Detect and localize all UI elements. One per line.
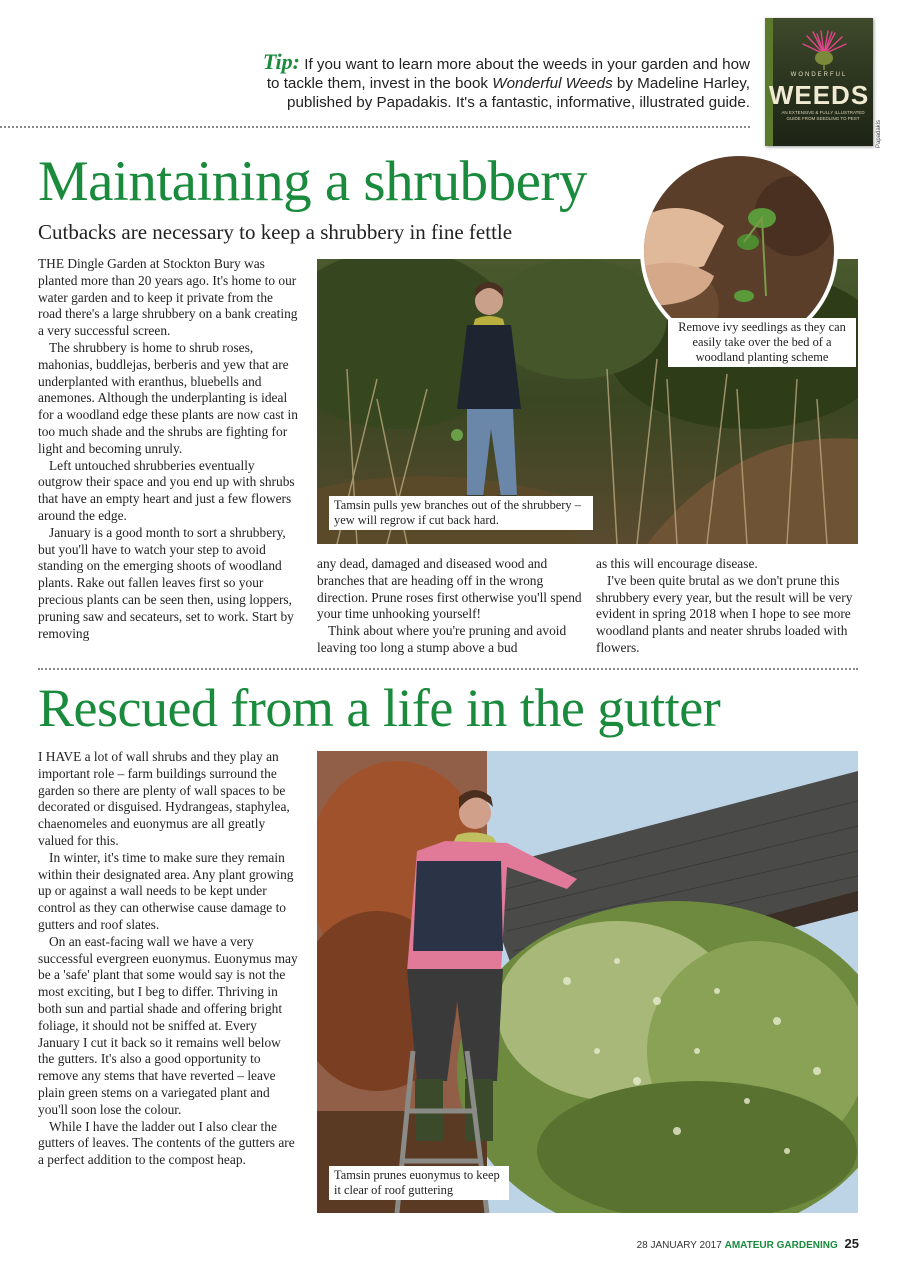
a2-para1: I HAVE a lot of wall shrubs and they play an important role – farm buildings surround the garden so there are plenty of wall spaces to be decorated or disguised. Hydrangeas, staphylea, chaenomeles and euonymus are all greatly valued for this. <box>38 749 290 848</box>
headline-gutter: Rescued from a life in the gutter <box>38 678 721 738</box>
article1-col3 <box>596 556 858 657</box>
divider-middle <box>38 668 858 670</box>
tip-line2: to tackle them, invest in the book <box>266 75 488 92</box>
a1-para2: The shrubbery is home to shrub roses, mahonias, buddlejas, berberis and yew that are underplanted with eranthus, bluebells and anemones. Although the underplanting is ideal for a woodland edge these plants are now cast in too much shade and the shrubs are fighting for light and becoming unruly. <box>38 339 298 456</box>
caption-euonymus: Tamsin prunes euonymus to keep it clear of roof guttering <box>329 1166 509 1200</box>
tip-line3: published by Papadakis. It's a fantastic, informative, illustrated guide. <box>287 94 750 111</box>
thistle-flower-icon <box>797 30 851 70</box>
a1-para3: Left untouched shrubberies eventually outgrow their space and you end up with shrubs that have an empty heart and just a few flowers around the edge. <box>38 457 295 523</box>
article1-col2 <box>317 556 582 657</box>
page-number: 25 <box>844 1236 859 1251</box>
a1-col3-para2: I've been quite brutal as we don't prune this shrubbery every year, but the result will be very evident in spring 2018 when I hope to see more woodland plants and neater shrubs loaded with flowers. <box>596 572 853 655</box>
tip-book-title: Wonderful Weeds <box>492 75 613 92</box>
a2-para3: On an east-facing wall we have a very successful evergreen euonymus. Euonymus may be a 'safe' plant that some would say is not the most exciting, but I beg to differ. Thriving in both sun and partial shade and offering bright foliage, it should not be sniffed at. Every January I cut it back so it remains well below the gutters. It's also a good opportunity to remove any stems that have reverted – leave plain green stems on a variegated plant and you'll soon lose the colour. <box>38 933 298 1117</box>
page-footer <box>637 1236 859 1251</box>
divider-top <box>0 126 750 128</box>
a1-col2-para1: any dead, damaged and diseased wood and branches that are heading off in the wrong direction. Prune roses first otherwise you'll spend your time unhooking yourself! <box>317 556 582 622</box>
article1-col1 <box>38 256 300 642</box>
caption-yew: Tamsin pulls yew branches out of the shrubbery – yew will regrow if cut back hard. <box>329 496 593 530</box>
a1-col2-para2: Think about where you're pruning and avoid leaving too long a stump above a bud <box>317 623 567 655</box>
footer-magazine: AMATEUR GARDENING <box>724 1240 838 1251</box>
book-subtitle: AN EXTENSIVE & FULLY ILLUSTRATED GUIDE FROM SEEDLING TO PEST <box>781 110 865 121</box>
tip-line1: If you want to learn more about the weeds in your garden and how <box>304 56 750 73</box>
photo-credit: Papadakis <box>876 119 882 148</box>
footer-date: 28 JANUARY 2017 <box>636 1240 722 1251</box>
a2-para2: In winter, it's time to make sure they remain within their designated area. Any plant growing up or against a wall needs to be kept under control as they can otherwise cause damage to gutters and roof slates. <box>38 849 294 932</box>
a2-para4: While I have the ladder out I also clear the gutters of leaves. The contents of the gutters are a perfect addition to the compost heap. <box>38 1118 295 1168</box>
headline-shrubbery: Maintaining a shrubbery <box>38 150 587 213</box>
tip-line2b: by Madeline Harley, <box>616 75 750 92</box>
tip-label: Tip: <box>262 49 300 74</box>
book-title-big: WEEDS <box>768 80 870 110</box>
article2-col1 <box>38 749 300 1169</box>
standfirst: Cutbacks are necessary to keep a shrubbery in fine fettle <box>38 220 513 244</box>
tip-box <box>180 49 750 112</box>
a1-col3-para1: as this will encourage disease. <box>596 556 758 571</box>
photo-euonymus <box>317 751 858 1213</box>
caption-ivy: Remove ivy seedlings as they can easily take over the bed of a woodland planting scheme <box>668 318 856 367</box>
book-cover-image <box>765 18 873 146</box>
a1-para1: THE Dingle Garden at Stockton Bury was planted more than 20 years ago. It's home to our water garden and to keep it private from the road there's a large shrubbery on a bank creating a very successful screen. <box>38 256 298 339</box>
a1-para4: January is a good month to sort a shrubbery, but you'll have to watch your step to avoid standing on the emerging shoots of woodland plants. Rake out fallen leaves first so your precious plants can be seen then, using loppers, pruning saw and secateurs, set to work. Start by removing <box>38 524 294 641</box>
book-title-small: WONDERFUL <box>790 72 848 78</box>
